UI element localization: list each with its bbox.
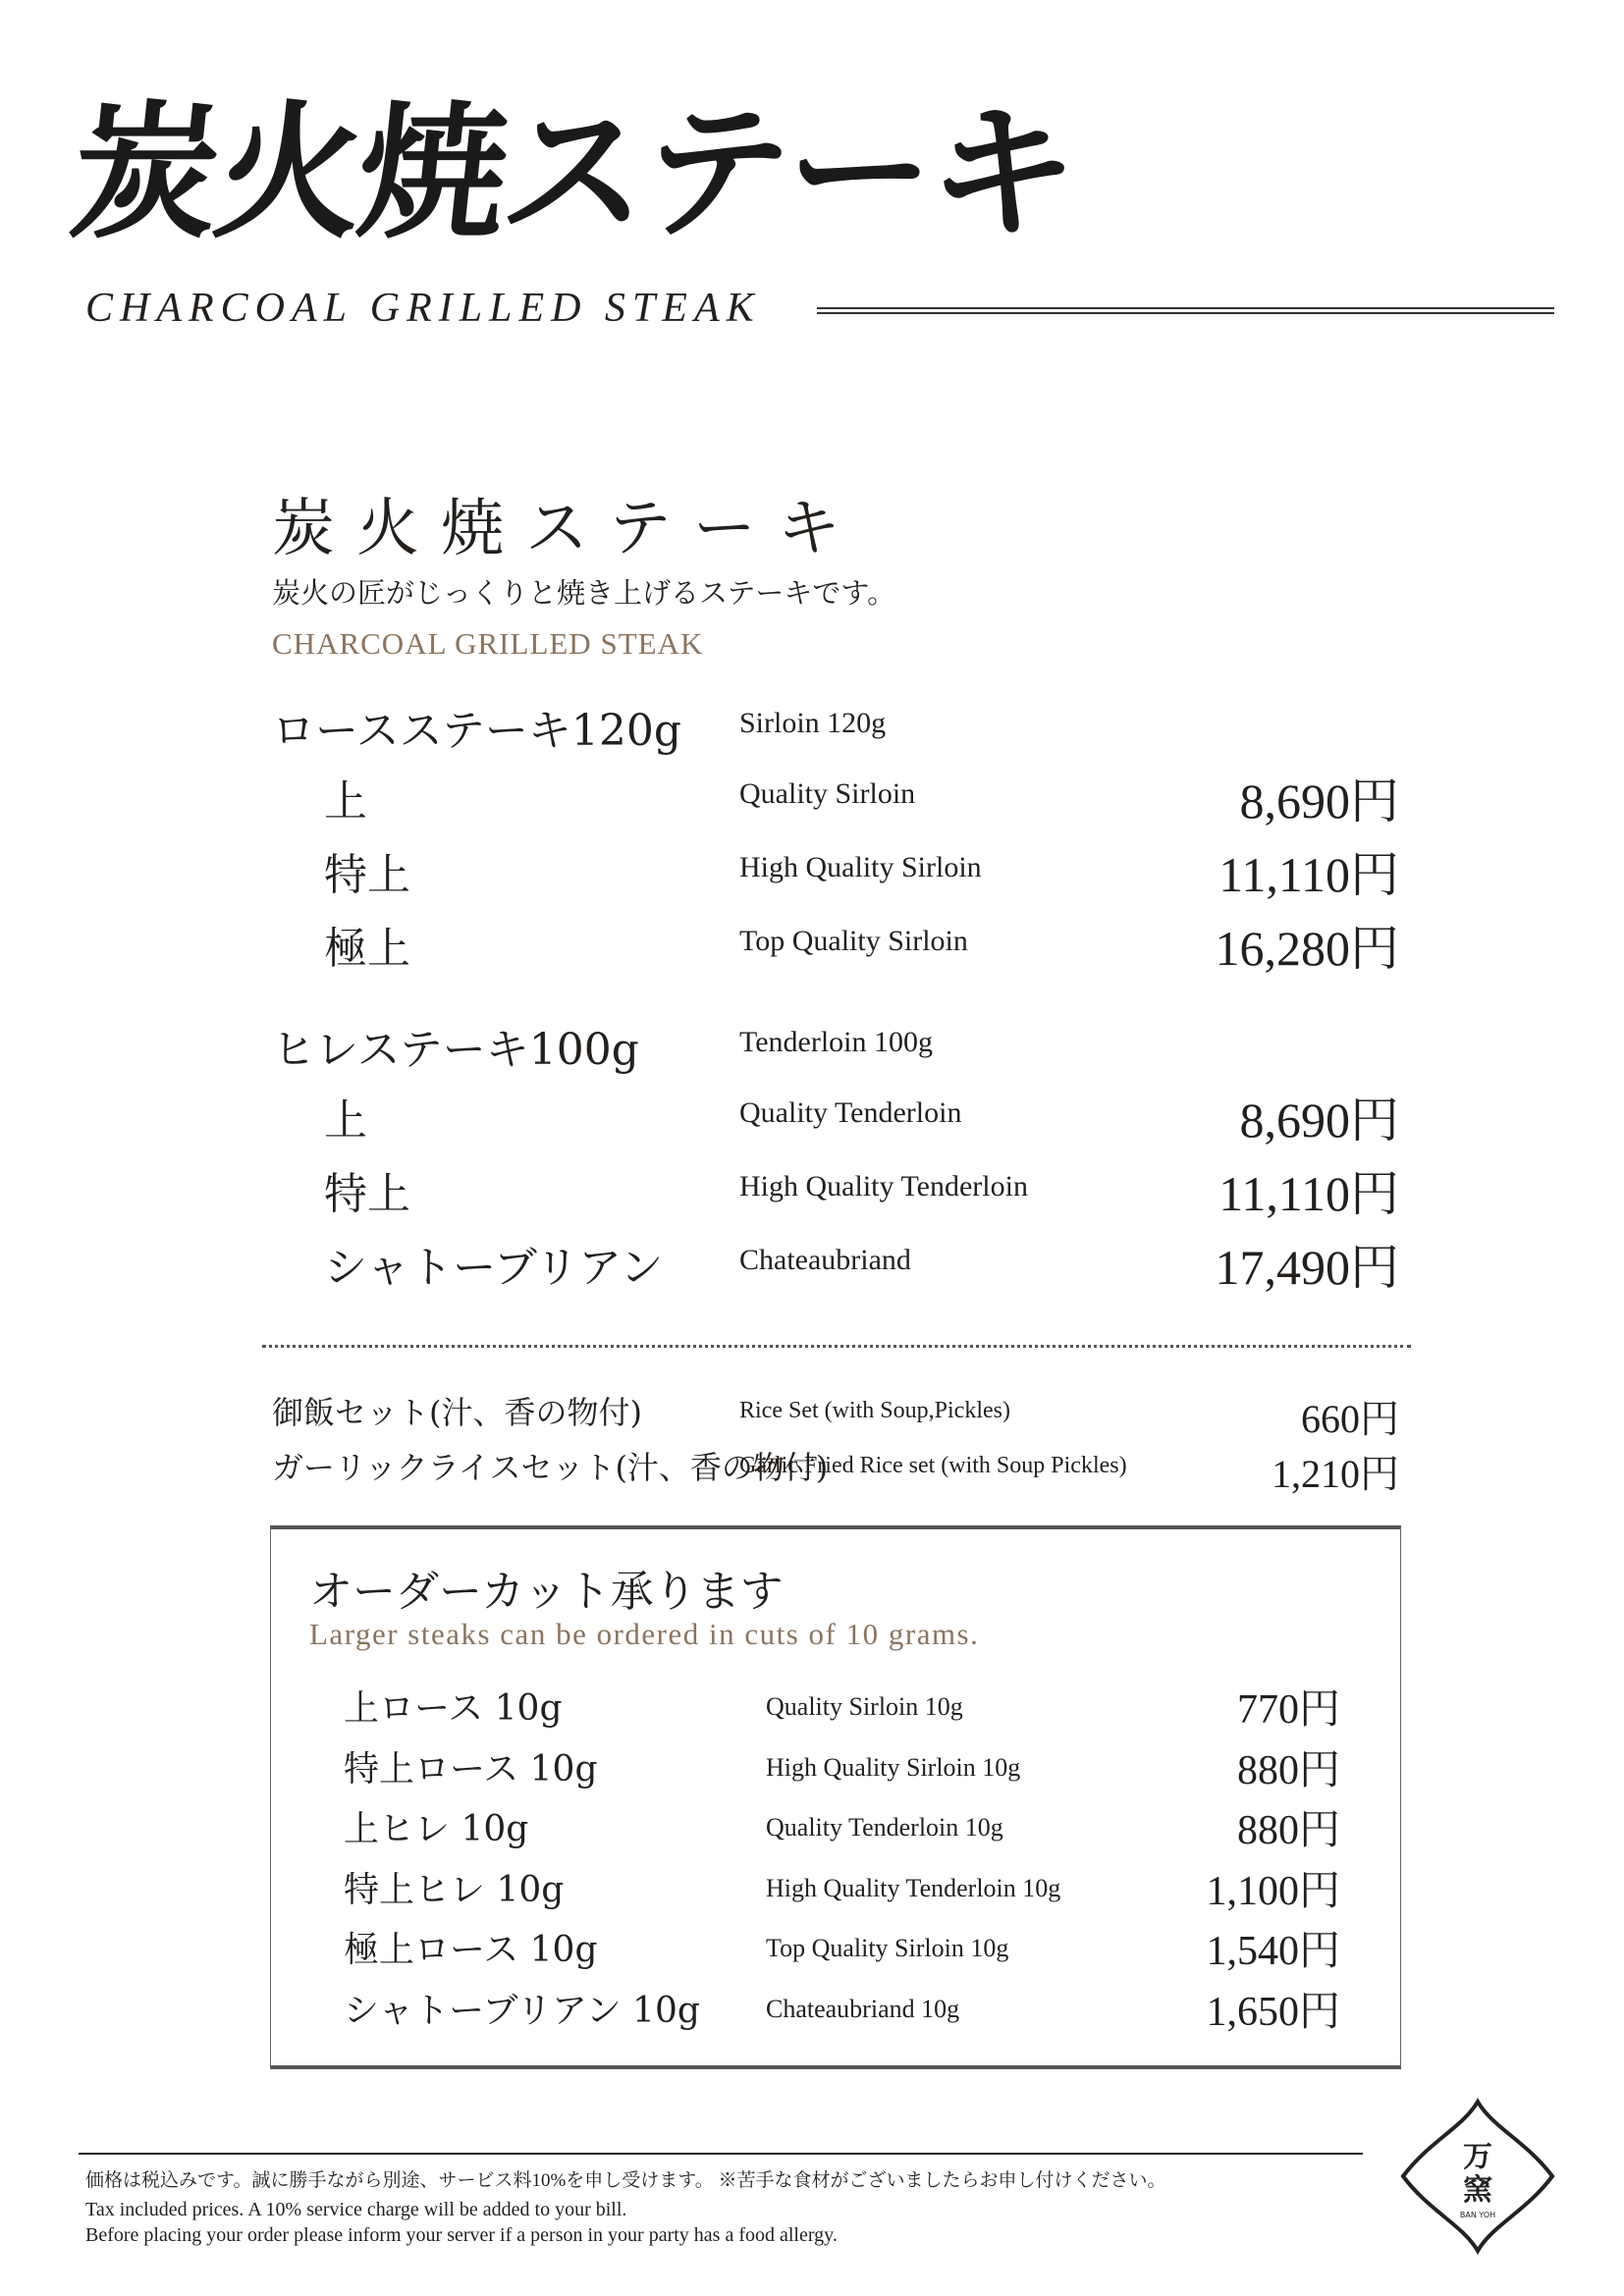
cut-price: 1,540円 (1206, 1929, 1340, 1974)
brush-title: 炭火焼ステーキ (63, 88, 1082, 259)
set-price: 1,210円 (1272, 1452, 1399, 1496)
set-jp: ガーリックライスセット(汁、香の物付) (272, 1449, 829, 1486)
section-title: 炭火焼ステーキ (272, 493, 862, 565)
cut-item (0, 1801, 1624, 1860)
heading-jp: ロースステーキ120g (272, 706, 682, 756)
set-jp: 御飯セット(汁、香の物付) (272, 1394, 642, 1431)
order-cut-subtitle: Larger steaks can be ordered in cuts of 10 grams. (309, 1617, 980, 1651)
heading-en: Sirloin 120g (739, 707, 887, 739)
heading-en: Tenderloin 100g (739, 1026, 934, 1058)
heading-jp: ヒレステーキ100g (272, 1025, 639, 1075)
menu-item (0, 1232, 1624, 1295)
item-en: Quality Tenderloin (739, 1096, 962, 1129)
item-price: 8,690円 (1239, 774, 1399, 828)
section-description: 炭火の匠がじっくりと焼き上げるステーキです。 (272, 576, 896, 610)
item-en: High Quality Tenderloin (739, 1170, 1028, 1202)
item-jp: 特上 (324, 1169, 410, 1219)
cut-item (0, 1862, 1624, 1921)
cut-jp: 特上ヒレ 10g (344, 1870, 565, 1910)
cut-jp: シャトーブリアン 10g (344, 1991, 700, 2031)
cut-jp: 特上ロース 10g (344, 1749, 598, 1789)
tenderloin-heading (0, 1014, 1624, 1073)
cut-en: Quality Sirloin 10g (766, 1692, 963, 1721)
footer-divider (79, 2153, 1363, 2155)
cut-jp: 極上ロース 10g (344, 1930, 598, 1970)
footer-note-en-1: Tax included prices. A 10% service charge will be added to your bill. (85, 2199, 627, 2220)
menu-item (0, 839, 1624, 902)
svg-text:窯: 窯 (1463, 2173, 1492, 2208)
cut-price: 770円 (1236, 1687, 1340, 1733)
cut-item (0, 1922, 1624, 1981)
set-item (0, 1388, 1624, 1447)
item-jp: 特上 (324, 850, 410, 900)
cut-en: Quality Tenderloin 10g (766, 1813, 1003, 1842)
sirloin-heading (0, 695, 1624, 754)
item-en: High Quality Sirloin (739, 851, 982, 883)
header-subtitle: CHARCOAL GRILLED STEAK (85, 286, 761, 331)
order-cut-title: オーダーカット承ります (309, 1567, 784, 1617)
cut-jp: 上ヒレ 10g (344, 1809, 529, 1849)
item-price: 17,490円 (1215, 1240, 1399, 1295)
menu-item (0, 766, 1624, 828)
cut-en: Top Quality Sirloin 10g (766, 1934, 1009, 1962)
cut-en: High Quality Tenderloin 10g (766, 1874, 1061, 1902)
cut-jp: 上ロース 10g (344, 1688, 563, 1729)
svg-text:万: 万 (1463, 2140, 1492, 2174)
menu-item (0, 1085, 1624, 1148)
item-jp: 上 (324, 776, 367, 827)
item-en: Quality Sirloin (739, 777, 916, 810)
footer-note-en-2: Before placing your order please inform your server if a person in your party has a food allergy. (85, 2224, 838, 2246)
item-en: Chateaubriand (739, 1244, 911, 1276)
item-jp: 上 (324, 1095, 367, 1146)
set-en: Garlic Fried Rice set (with Soup Pickles) (739, 1453, 1127, 1478)
dotted-divider (262, 1345, 1411, 1348)
set-price: 660円 (1301, 1397, 1399, 1441)
item-price: 11,110円 (1218, 1166, 1399, 1221)
cut-price: 1,100円 (1206, 1869, 1340, 1914)
item-price: 16,280円 (1215, 921, 1399, 976)
item-jp: 極上 (324, 924, 410, 974)
ban-yoh-logo (1399, 2098, 1556, 2255)
cut-item (0, 1983, 1624, 2042)
item-jp: シャトーブリアン (324, 1243, 664, 1293)
menu-item (0, 913, 1624, 976)
section-title-en: CHARCOAL GRILLED STEAK (272, 626, 704, 661)
item-price: 11,110円 (1218, 847, 1399, 902)
cut-item (0, 1741, 1624, 1800)
svg-text:BAN YOH: BAN YOH (1459, 2211, 1496, 2219)
header-double-line (817, 307, 1554, 314)
cut-price: 880円 (1236, 1808, 1340, 1853)
cut-price: 880円 (1236, 1748, 1340, 1793)
item-price: 8,690円 (1239, 1093, 1399, 1148)
cut-item (0, 1681, 1624, 1739)
item-en: Top Quality Sirloin (739, 925, 968, 957)
cut-en: High Quality Sirloin 10g (766, 1753, 1021, 1782)
menu-item (0, 1158, 1624, 1221)
set-en: Rice Set (with Soup,Pickles) (739, 1398, 1010, 1423)
footer-note-jp: 価格は税込みです。誠に勝手ながら別途、サービス料10%を申し受けます。 ※苦手な食材がございましたらお申し付けください。 (85, 2170, 1166, 2191)
cut-en: Chateaubriand 10g (766, 1995, 960, 2023)
set-item (0, 1443, 1624, 1502)
cut-price: 1,650円 (1206, 1990, 1340, 2035)
